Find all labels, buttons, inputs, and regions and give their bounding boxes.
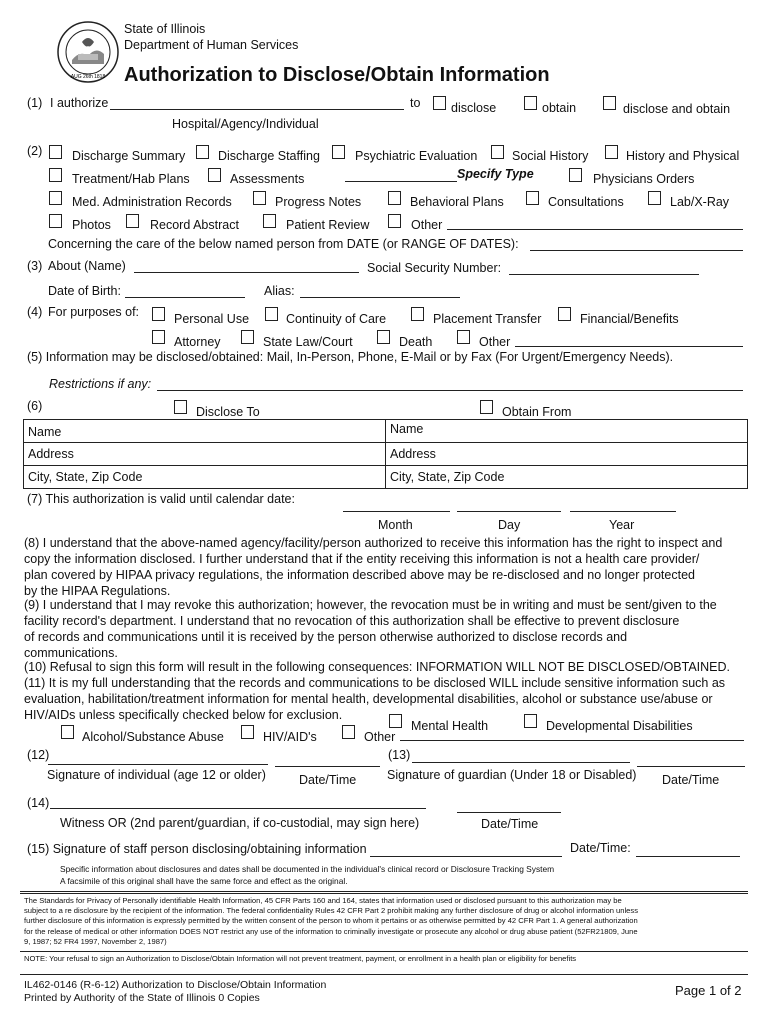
assessments-checkbox[interactable] bbox=[208, 168, 221, 182]
disclose-and-obtain-checkbox[interactable] bbox=[603, 96, 616, 110]
printed-by: Printed by Authority of the State of Illinois 0 Copies bbox=[24, 992, 260, 1004]
valid-month-field[interactable] bbox=[343, 511, 450, 512]
continuity-of-care-checkbox[interactable] bbox=[265, 307, 278, 321]
continuity-of-care-label: Continuity of Care bbox=[286, 312, 387, 326]
authorize-name-field[interactable] bbox=[110, 109, 404, 110]
mental-health-checkbox[interactable] bbox=[389, 714, 402, 728]
privacy-standards-text: The Standards for Privacy of Personally identifiable Health Information, 45 CFR Parts 160 and 164, states that information used or disclosed pursuant to this authorization may be subject to a re disclosure by the recipient of the information. The federal confidentiality Rules 42 CFR Part 2 prohibit making any further disclosure of drug or alcohol information unless further disclosure of this information is expressly permitted by the written consent of the person to whom it pertains or as otherwise permitted by 42 CFR Part 1. A general authorization for the release of medical or other information DOES NOT restrict any use of the information to criminally investigate or prosecute any alcohol or drug abuse patient (52FR21809, June 9, 1987; 52 FR4 1997, November 2, 1987) bbox=[24, 896, 639, 946]
assessments-label: Assessments bbox=[230, 172, 305, 186]
other-exclusion-checkbox[interactable] bbox=[342, 725, 355, 739]
disclose-to-address-field[interactable]: Address bbox=[28, 447, 74, 461]
disclose-to-name-field[interactable]: Name bbox=[28, 425, 62, 439]
refusal-note: NOTE: Your refusal to sign an Authorization to Disclose/Obtain Information will not prevent treatment, payment, or enrollment in a health plan or eligibility for benefits bbox=[24, 954, 577, 963]
attorney-label: Attorney bbox=[174, 335, 221, 349]
valid-day-field[interactable] bbox=[457, 511, 561, 512]
restrictions-field[interactable] bbox=[157, 390, 743, 391]
disclose-label: disclose bbox=[451, 101, 497, 115]
form-id: IL462-0146 (R-6-12) Authorization to Disclose/Obtain Information bbox=[24, 979, 327, 991]
death-checkbox[interactable] bbox=[377, 330, 390, 344]
discharge-summary-checkbox[interactable] bbox=[49, 145, 62, 159]
paragraph-11: (11) It is my full understanding that the records and communications to be disclosed WILL include sensitive information such as evaluation, habilitation/treatment information for mental health, developmental disabilities, alcohol or substance use/abuse or HIV/AIDs unless specifically checked below for exclusion. bbox=[24, 676, 726, 722]
patient-review-checkbox[interactable] bbox=[263, 214, 276, 228]
ssn-field[interactable] bbox=[509, 274, 699, 275]
department-name: Department of Human Services bbox=[124, 38, 299, 52]
disclose-to-label: Disclose To bbox=[196, 405, 260, 419]
specific-info-note: Specific information about disclosures and dates shall be documented in the individual's clinical record or Disclosure Tracking System bbox=[60, 864, 555, 874]
obtain-from-address-field[interactable]: Address bbox=[390, 447, 436, 461]
alcohol-substance-checkbox[interactable] bbox=[61, 725, 74, 739]
patient-review-label: Patient Review bbox=[286, 218, 370, 232]
section-13-number: (13) bbox=[388, 748, 411, 762]
witness-date-label: Date/Time bbox=[481, 817, 539, 831]
discharge-staffing-checkbox[interactable] bbox=[196, 145, 209, 159]
physicians-orders-checkbox[interactable] bbox=[569, 168, 582, 182]
ssn-label: Social Security Number: bbox=[367, 261, 502, 275]
progress-notes-label: Progress Notes bbox=[275, 195, 362, 209]
guardian-signature-label: Signature of guardian (Under 18 or Disabled) bbox=[387, 768, 637, 782]
developmental-disabilities-label: Developmental Disabilities bbox=[546, 719, 693, 733]
section-6-number: (6) bbox=[27, 399, 43, 413]
divider bbox=[20, 974, 748, 975]
state-law-court-label: State Law/Court bbox=[263, 335, 353, 349]
treatment-hab-label: Treatment/Hab Plans bbox=[72, 172, 190, 186]
disclose-to-city-field[interactable]: City, State, Zip Code bbox=[28, 470, 143, 484]
staff-signature-label: (15) Signature of staff person disclosing/obtaining information bbox=[27, 842, 367, 856]
disclose-to-checkbox[interactable] bbox=[174, 400, 187, 414]
purposes-label: For purposes of: bbox=[48, 305, 140, 319]
guardian-date-field[interactable] bbox=[637, 766, 745, 767]
witness-label: Witness OR (2nd parent/guardian, if co-custodial, may sign here) bbox=[60, 816, 420, 830]
developmental-disabilities-checkbox[interactable] bbox=[524, 714, 537, 728]
paragraph-8: (8) I understand that the above-named agency/facility/person authorized to receive this information has the right to inspect and copy the information disclosed. I further understand that if the entity receiving this information is not a health care provider/ plan covered by HIPAA privacy regulations, the information described above may be re-disclosed and no longer protected by the HIPAA Regulations. bbox=[24, 536, 723, 598]
alcohol-substance-label: Alcohol/Substance Abuse bbox=[82, 730, 224, 744]
individual-date-field[interactable] bbox=[275, 766, 380, 767]
other-records-label: Other bbox=[411, 218, 443, 232]
month-label: Month bbox=[378, 518, 413, 532]
state-name: State of Illinois bbox=[124, 22, 206, 36]
other-records-checkbox[interactable] bbox=[388, 214, 401, 228]
personal-use-checkbox[interactable] bbox=[152, 307, 165, 321]
section-3-number: (3) bbox=[27, 259, 43, 273]
history-physical-checkbox[interactable] bbox=[605, 145, 618, 159]
guardian-signature-field[interactable] bbox=[412, 762, 630, 763]
individual-date-label: Date/Time bbox=[299, 773, 357, 787]
obtain-checkbox[interactable] bbox=[524, 96, 537, 110]
paragraph-9: (9) I understand that I may revoke this authorization; however, the revocation must be in writing and must be sent/given to the facility record's department. I understand that no revocation of this authorization shall be effective to prevent disclosure of records and communications until it is received by the person otherwise authorized to disclose records and communications. bbox=[24, 598, 717, 660]
section-5-text: (5) Information may be disclosed/obtained: Mail, In-Person, Phone, E-Mail or by Fax (For Urgent/Emergency Needs). bbox=[27, 350, 674, 364]
history-physical-label: History and Physical bbox=[626, 149, 740, 163]
consultations-label: Consultations bbox=[548, 195, 624, 209]
hospital-agency-sublabel: Hospital/Agency/Individual bbox=[172, 117, 319, 131]
state-seal bbox=[56, 20, 120, 84]
med-admin-checkbox[interactable] bbox=[49, 191, 62, 205]
table-row-name bbox=[24, 420, 747, 443]
paragraph-10: (10) Refusal to sign this form will result in the following consequences: INFORMATION WILL NOT BE DISCLOSED/OBTAINED. bbox=[24, 660, 731, 674]
staff-date-field[interactable] bbox=[636, 856, 740, 857]
page-number: Page 1 of 2 bbox=[675, 983, 742, 998]
to-label: to bbox=[410, 96, 421, 110]
witness-signature-field[interactable] bbox=[50, 808, 426, 809]
physicians-orders-label: Physicians Orders bbox=[593, 172, 695, 186]
mental-health-label: Mental Health bbox=[411, 719, 489, 733]
placement-transfer-label: Placement Transfer bbox=[433, 312, 542, 326]
state-law-court-checkbox[interactable] bbox=[241, 330, 254, 344]
social-history-label: Social History bbox=[512, 149, 589, 163]
svg-text:AUG 26th 1818: AUG 26th 1818 bbox=[70, 74, 106, 80]
witness-date-field[interactable] bbox=[457, 812, 561, 813]
progress-notes-checkbox[interactable] bbox=[253, 191, 266, 205]
dob-field[interactable] bbox=[125, 297, 245, 298]
disclose-and-obtain-label: disclose and obtain bbox=[623, 102, 731, 116]
record-abstract-checkbox[interactable] bbox=[126, 214, 139, 228]
photos-label: Photos bbox=[72, 218, 111, 232]
section-7-text: (7) This authorization is valid until calendar date: bbox=[27, 492, 295, 506]
financial-benefits-label: Financial/Benefits bbox=[580, 312, 679, 326]
dob-label: Date of Birth: bbox=[48, 284, 121, 298]
social-history-checkbox[interactable] bbox=[491, 145, 504, 159]
about-name-label: About (Name) bbox=[48, 259, 126, 273]
other-records-field[interactable] bbox=[447, 229, 743, 230]
obtain-from-label: Obtain From bbox=[502, 405, 572, 419]
restrictions-label: Restrictions if any: bbox=[49, 377, 152, 391]
death-label: Death bbox=[399, 335, 433, 349]
page-title: Authorization to Disclose/Obtain Information bbox=[124, 64, 550, 86]
other-purpose-field[interactable] bbox=[515, 346, 743, 347]
section-1-number: (1) bbox=[27, 96, 43, 110]
med-admin-label: Med. Administration Records bbox=[72, 195, 232, 209]
section-4-number: (4) bbox=[27, 305, 43, 319]
disclose-checkbox[interactable] bbox=[433, 96, 446, 110]
other-exclusion-label: Other bbox=[364, 730, 396, 744]
discharge-staffing-label: Discharge Staffing bbox=[218, 149, 320, 163]
specify-type-field[interactable] bbox=[345, 181, 457, 182]
other-purpose-label: Other bbox=[479, 335, 511, 349]
staff-date-label: Date/Time: bbox=[570, 841, 631, 855]
divider bbox=[20, 893, 748, 894]
alias-label: Alias: bbox=[264, 284, 295, 298]
section-14-number: (14) bbox=[27, 796, 50, 810]
divider bbox=[20, 951, 748, 952]
consultations-checkbox[interactable] bbox=[526, 191, 539, 205]
attorney-checkbox[interactable] bbox=[152, 330, 165, 344]
lab-xray-checkbox[interactable] bbox=[648, 191, 661, 205]
lab-xray-label: Lab/X-Ray bbox=[670, 195, 730, 209]
personal-use-label: Personal Use bbox=[174, 312, 250, 326]
year-label: Year bbox=[609, 518, 635, 532]
table-row-address bbox=[24, 443, 747, 466]
behavioral-plans-checkbox[interactable] bbox=[388, 191, 401, 205]
other-exclusion-field[interactable] bbox=[400, 740, 744, 741]
facsimile-note: A facsimile of this original shall have the same force and effect as the original. bbox=[60, 876, 348, 886]
obtain-from-name-field[interactable]: Name bbox=[390, 422, 424, 436]
date-range-field[interactable] bbox=[530, 250, 743, 251]
divider bbox=[20, 891, 748, 892]
psychiatric-evaluation-label: Psychiatric Evaluation bbox=[355, 149, 478, 163]
record-abstract-label: Record Abstract bbox=[150, 218, 239, 232]
placement-transfer-checkbox[interactable] bbox=[411, 307, 424, 321]
individual-signature-label: Signature of individual (age 12 or older) bbox=[47, 768, 266, 782]
authorize-label: I authorize bbox=[50, 96, 109, 110]
obtain-from-checkbox[interactable] bbox=[480, 400, 493, 414]
behavioral-plans-label: Behavioral Plans bbox=[410, 195, 504, 209]
hiv-aids-checkbox[interactable] bbox=[241, 725, 254, 739]
obtain-label: obtain bbox=[542, 101, 577, 115]
guardian-date-label: Date/Time bbox=[662, 773, 720, 787]
photos-checkbox[interactable] bbox=[49, 214, 62, 228]
staff-signature-field[interactable] bbox=[370, 856, 562, 857]
recipient-table bbox=[23, 419, 748, 489]
table-row-city bbox=[24, 466, 747, 488]
individual-signature-field[interactable] bbox=[48, 764, 268, 765]
day-label: Day bbox=[498, 518, 521, 532]
specify-type-label: Specify Type bbox=[457, 167, 534, 181]
about-name-field[interactable] bbox=[134, 272, 359, 273]
section-12-number: (12) bbox=[27, 748, 50, 762]
concerning-label: Concerning the care of the below named person from DATE (or RANGE OF DATES): bbox=[48, 237, 519, 251]
psychiatric-evaluation-checkbox[interactable] bbox=[332, 145, 345, 159]
alias-field[interactable] bbox=[300, 297, 460, 298]
obtain-from-city-field[interactable]: City, State, Zip Code bbox=[390, 470, 505, 484]
section-2-number: (2) bbox=[27, 144, 43, 158]
treatment-hab-checkbox[interactable] bbox=[49, 168, 62, 182]
financial-benefits-checkbox[interactable] bbox=[558, 307, 571, 321]
discharge-summary-label: Discharge Summary bbox=[72, 149, 186, 163]
valid-year-field[interactable] bbox=[570, 511, 676, 512]
other-purpose-checkbox[interactable] bbox=[457, 330, 470, 344]
hiv-aids-label: HIV/AID's bbox=[263, 730, 317, 744]
